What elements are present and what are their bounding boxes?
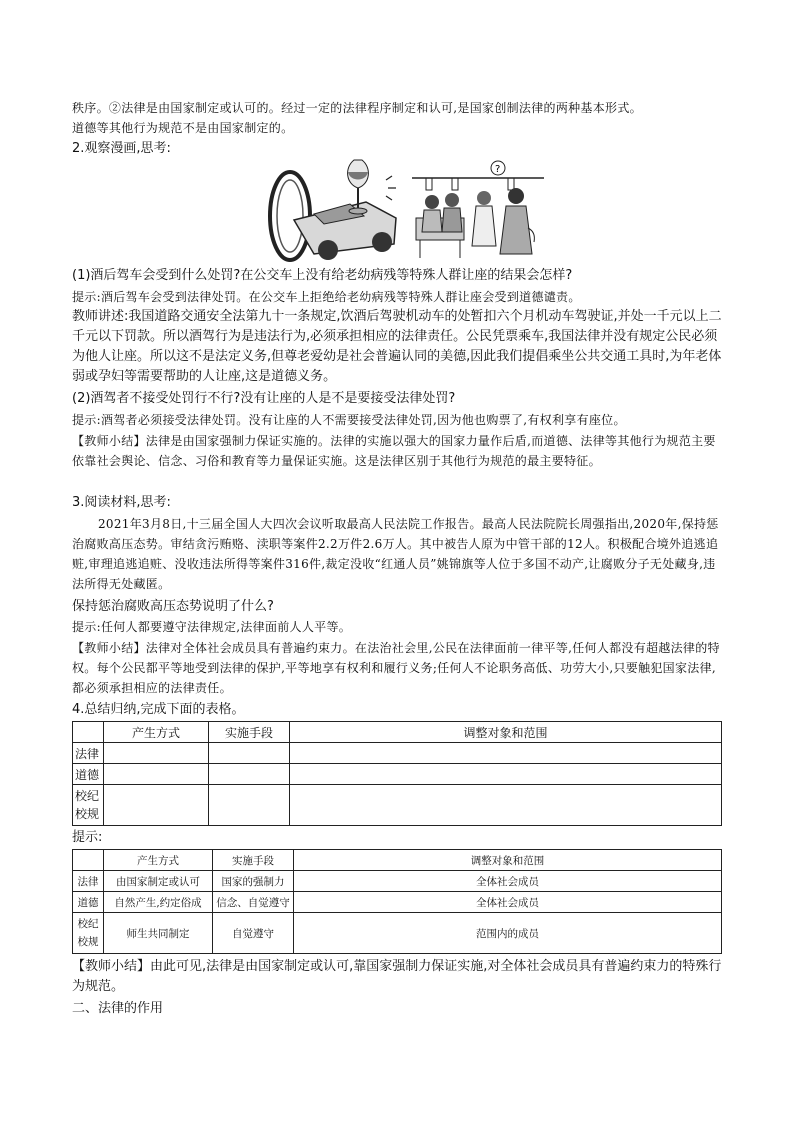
section2-hint-1: 提示:酒后驾车会受到法律处罚。在公交车上拒绝给老幼病残等特殊人群让座会受到道德谴责。 (72, 290, 581, 304)
table-row-label: 道德 (73, 764, 104, 785)
answer-cell: 全体社会成员 (294, 892, 722, 913)
table-cell[interactable] (104, 743, 209, 764)
answer-header-cell: 实施手段 (213, 850, 294, 871)
section4-hint-label: 提示: (72, 830, 103, 845)
section2-question-2: (2)酒驾者不接受处罚行不行?没有让座的人是不是要接受法律处罚? (72, 391, 456, 406)
blank-summary-table (72, 721, 722, 826)
table-cell[interactable] (290, 743, 722, 764)
answer-cell: 国家的强制力 (213, 871, 294, 892)
table-header-cell: 产生方式 (104, 722, 209, 743)
table-header-cell (73, 722, 104, 743)
table-cell[interactable] (290, 785, 722, 826)
section4-heading: 4.总结归纳,完成下面的表格。 (72, 702, 245, 717)
section4-teacher-summary: 【教师小结】由此可见,法律是由国家制定或认可,靠国家强制力保证实施,对全体社会成员具有普遍约束力的特殊行为规范。 (72, 959, 722, 994)
answer-header-cell: 产生方式 (104, 850, 213, 871)
section3-question: 保持惩治腐败高压态势说明了什么? (72, 599, 274, 614)
answer-row-label: 道德 (73, 892, 104, 913)
table-row-label: 法律 (73, 743, 104, 764)
answer-cell: 师生共同制定 (104, 913, 213, 954)
section3-heading: 3.阅读材料,思考: (72, 495, 171, 510)
section3-material: 2021年3月8日,十三届全国人大四次会议听取最高人民法院工作报告。最高人民法院院长周强指出,2020年,保持惩治腐败高压态势。审结贪污贿赂、渎职等案件2.2万件2.6万人。其中被告人原为中管干部的12人。积极配合境外追逃追赃,审理追逃追赃、没收违法所得等案件316件,裁定没收“红通人员”姚锦旗等人位于多国不动产,让腐败分子无处藏身,违法所得无处藏匿。 (72, 517, 719, 591)
bus-seat-cartoon (412, 158, 544, 262)
answer-header-cell (73, 850, 104, 871)
table-header-cell: 调整对象和范围 (290, 722, 722, 743)
table-cell[interactable] (104, 764, 209, 785)
table-header-cell: 实施手段 (209, 722, 290, 743)
section2-heading: 2.观察漫画,思考: (72, 141, 171, 156)
table-row-label: 校纪校规 (73, 785, 104, 826)
section3-teacher-summary: 【教师小结】法律对全体社会成员具有普遍约束力。在法治社会里,公民在法律面前一律平等,任何人都没有超越法律的特权。每个公民都平等地受到法律的保护,平等地享有权利和履行义务;任何人不论职务高低、功劳大小,只要触犯国家法律,都必须承担相应的法律责任。 (72, 641, 720, 695)
intro-line-1: 秩序。②法律是由国家制定或认可的。经过一定的法律程序制定和认可,是国家创制法律的两种基本形式。 (72, 101, 642, 115)
table-cell[interactable] (209, 764, 290, 785)
answer-summary-table (72, 849, 722, 954)
answer-cell: 信念、自觉遵守 (213, 892, 294, 913)
table-cell[interactable] (209, 785, 290, 826)
table-cell[interactable] (209, 743, 290, 764)
table-cell[interactable] (290, 764, 722, 785)
section3-hint: 提示:任何人都要遵守法律规定,法律面前人人平等。 (72, 620, 352, 634)
intro-line-2: 道德等其他行为规范不是由国家制定的。 (72, 121, 294, 135)
answer-cell: 自觉遵守 (213, 913, 294, 954)
section2-teacher-summary: 【教师小结】法律是由国家强制力保证实施的。法律的实施以强大的国家力量作后盾,而道德、法律等其他行为规范主要依靠社会舆论、信念、习俗和教育等力量保证实施。这是法律区别于其他行为规范的最主要特征。 (72, 434, 716, 468)
answer-header-cell: 调整对象和范围 (294, 850, 722, 871)
table-cell[interactable] (104, 785, 209, 826)
drunk-driving-cartoon (254, 158, 404, 262)
svg-text:?: ? (495, 164, 501, 175)
answer-cell: 全体社会成员 (294, 871, 722, 892)
answer-cell: 由国家制定或认可 (104, 871, 213, 892)
answer-row-label: 校纪校规 (73, 913, 104, 954)
section2-question-1: (1)酒后驾车会受到什么处罚?在公交车上没有给老幼病残等特殊人群让座的结果会怎样? (72, 268, 573, 283)
answer-cell: 自然产生,约定俗成 (104, 892, 213, 913)
section2-hint-2: 提示:酒驾者必须接受法律处罚。没有让座的人不需要接受法律处罚,因为他也购票了,有权利享有座位。 (72, 413, 626, 427)
section2-explanation: 教师讲述:我国道路交通安全法第九十一条规定,饮酒后驾驶机动车的处暂扣六个月机动车驾驶证,并处一千元以上二千元以下罚款。所以酒驾行为是违法行为,必须承担相应的法律责任。公民凭票乘车,我国法律并没有规定公民必须为他人让座。所以这不是法定义务,但尊老爱幼是社会普遍认同的美德,因此我们提倡乘坐公共交通工具时,为年老体弱或孕妇等需要帮助的人让座,这是道德义务。 (72, 309, 722, 384)
answer-cell: 范围内的成员 (294, 913, 722, 954)
next-section-heading: 二、法律的作用 (72, 1001, 164, 1016)
answer-row-label: 法律 (73, 871, 104, 892)
